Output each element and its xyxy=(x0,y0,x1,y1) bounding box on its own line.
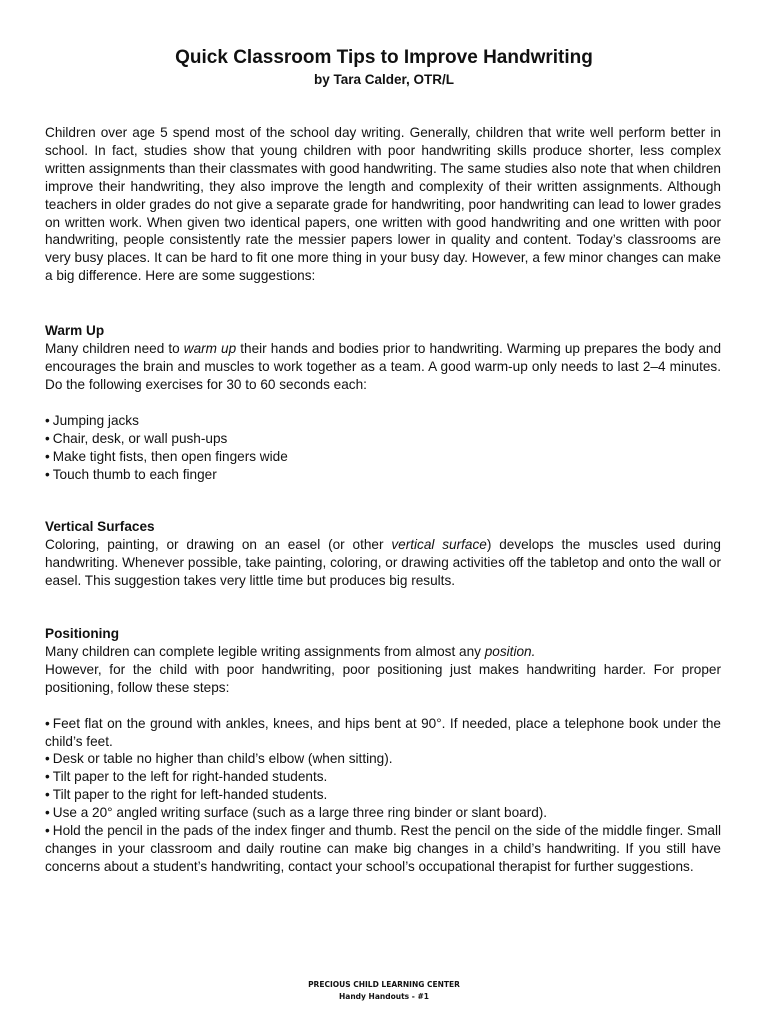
section-spacer xyxy=(45,590,721,625)
warm-up-emphasis: warm up xyxy=(183,341,237,357)
section-spacer xyxy=(45,285,721,322)
vertical-surfaces-emphasis: vertical surface xyxy=(391,537,487,553)
section-spacer xyxy=(45,483,721,518)
bullet-icon: • xyxy=(45,715,50,731)
bullet-icon: • xyxy=(45,769,50,785)
vertical-surfaces-paragraph xyxy=(45,536,721,590)
bullet-icon: • xyxy=(45,787,50,803)
positioning-paragraph-1 xyxy=(45,643,721,661)
document-body xyxy=(45,124,721,876)
positioning-paragraph-2: However, for the child with poor handwriting, poor positioning just makes handwriting harder. For proper positioning, follow these steps: xyxy=(45,661,721,695)
list-item: • Touch thumb to each finger xyxy=(45,466,217,482)
section-heading-positioning: Positioning xyxy=(45,626,120,642)
section-vertical-surfaces xyxy=(45,518,721,590)
bullet-icon: • xyxy=(45,448,50,464)
list-item: • Use a 20° angled writing surface (such as a large three ring binder or slant board). xyxy=(45,805,548,821)
list-item: • Feet flat on the ground with ankles, knees, and hips bent at 90°. If needed, place a telephone book under the child’s feet. xyxy=(45,715,721,749)
list-item: • Hold the pencil in the pads of the index finger and thumb. Rest the pencil on the side of the middle finger. Small changes in your classroom and daily routine can make big changes in a child’s handwriting. If you still have concerns about a student’s handwriting, contact your school’s occupational therapist for further suggestions. xyxy=(45,823,721,874)
list-item: • Desk or table no higher than child’s elbow (when sitting). xyxy=(45,751,393,767)
page-footer xyxy=(0,979,768,1003)
section-heading-vertical-surfaces: Vertical Surfaces xyxy=(45,519,155,535)
section-positioning xyxy=(45,625,721,876)
footer-organization: PRECIOUS CHILD LEARNING CENTER xyxy=(308,980,460,989)
warm-up-text-end: their hands and bodies prior to handwriting. Warming up prepares the body and encourages the brain and muscles to work together as a team. A good warm-up only needs to last 2–4 minutes. Do the following exercises for 30 to 60 seconds each: xyxy=(45,341,722,392)
list-spacer xyxy=(45,394,721,412)
bullet-icon: • xyxy=(45,430,50,446)
positioning-text-start: Many children can complete legible writing assignments from almost any xyxy=(45,643,485,659)
bullet-icon: • xyxy=(45,751,50,767)
warm-up-exercise-list xyxy=(45,412,721,484)
list-item: • Tilt paper to the left for right-handed students. xyxy=(45,769,328,785)
bullet-icon: • xyxy=(45,412,50,428)
vertical-surfaces-text-start: Coloring, painting, or drawing on an easel (or other xyxy=(45,537,392,553)
intro-paragraph: Children over age 5 spend most of the school day writing. Generally, children that write well perform better in school. In fact, studies show that young children with poor handwriting skills produce shorter, less complex written assignments than their classmates with good handwriting. The same studies also note that when children improve their handwriting, they also improve the length and complexity of their written assignments. Although teachers in older grades do not give a separate grade for handwriting, poor handwriting can lead to lower grades on written work. When given two identical papers, one written with good handwriting and one written with poor handwriting, people consistently rate the messier papers lower in quality and content. Today’s classrooms are very busy places. It can be hard to fit one more thing in your busy day. However, a few minor changes can make a big difference. Here are some suggestions: xyxy=(45,125,721,284)
vertical-surfaces-text-end: ) develops the muscles used during handwriting. Whenever possible, take painting, coloring, or drawing activities off the tabletop and onto the wall or easel. This suggestion takes very little time but produces big results. xyxy=(45,537,721,589)
footer-handout-number: Handy Handouts - #1 xyxy=(339,992,429,1001)
warm-up-paragraph xyxy=(45,340,721,394)
list-spacer xyxy=(45,697,721,715)
author-byline: by Tara Calder, OTR/L xyxy=(313,72,455,87)
list-item: • Jumping jacks xyxy=(45,412,139,428)
positioning-emphasis: position. xyxy=(484,643,536,659)
warm-up-text-start: Many children need to xyxy=(45,341,184,357)
positioning-steps-list xyxy=(45,715,721,876)
list-item: • Chair, desk, or wall push-ups xyxy=(45,430,228,446)
bullet-icon: • xyxy=(45,466,50,482)
section-heading-warm-up: Warm Up xyxy=(45,323,105,339)
bullet-icon: • xyxy=(45,805,50,821)
list-item: • Tilt paper to the right for left-handed students. xyxy=(45,787,328,803)
document-title: Quick Classroom Tips to Improve Handwriting xyxy=(175,47,593,68)
list-item: • Make tight fists, then open fingers wide xyxy=(45,448,288,464)
section-warm-up xyxy=(45,322,721,483)
bullet-icon: • xyxy=(45,823,50,839)
